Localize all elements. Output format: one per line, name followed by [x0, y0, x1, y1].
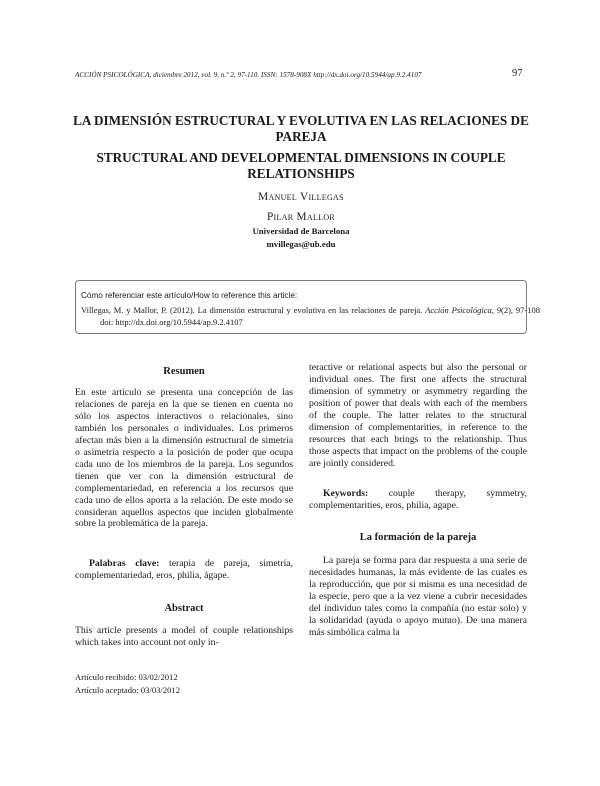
abstract-heading: Abstract: [164, 603, 204, 614]
keywords-es-label: Palabras clave:: [89, 558, 160, 569]
resumen-text: [75, 387, 293, 530]
title-spanish: LA DIMENSIÓN ESTRUCTURAL Y EVOLUTIVA EN LAS RELACIONES DE PAREJA: [73, 113, 529, 144]
citation-rest: (2), 97-108 doi: http://dx.doi.org/10.5944/ap.9.2.4107: [100, 305, 540, 327]
citation-label: Cómo referenciar este artículo/How to reference this article:: [81, 291, 298, 300]
section-heading-formacion: La formación de la pareja: [359, 532, 477, 543]
resumen-heading: Resumen: [163, 366, 205, 377]
section-text-formacion: [309, 555, 527, 639]
keywords-en: [309, 488, 527, 512]
running-head: ACCIÓN PSICOLÓGICA, diciembre 2012, vol. 9, n.º 2, 97-110. ISSN: 1578-908X http://dx.doi.org/10.5944/ap.9.2.4107: [75, 71, 422, 79]
citation-journal: Acción Psicológica,: [425, 305, 494, 315]
keywords-es-list: terapia de pareja, simetría, complementariedad, eros, philia, ágape.: [75, 558, 293, 581]
received-date: Artículo recibido: 03/02/2012: [75, 672, 178, 682]
author-1: Manuel Villegas: [258, 191, 344, 203]
section-paragraph: La pareja se forma para dar respuesta a una serie de necesidades humanas, la más evidente de las cuales es la reproducción, que por sí misma es una necesidad de la especie, pero que a la vez viene a cubrir necesidades del individuo tales como la compañía (no estar solo) y la solidaridad (ayuda o apoyo mutuo). De una manera más simbólica calma la: [309, 555, 527, 638]
page-number: 97: [512, 68, 523, 79]
abstract-text: [75, 625, 293, 649]
abstract-paragraph-start: This article presents a model of couple relationships which takes into account not only in-: [75, 625, 293, 648]
abstract-continued: [309, 362, 527, 470]
citation-text: [81, 305, 540, 328]
title-english: STRUCTURAL AND DEVELOPMENTAL DIMENSIONS IN COUPLE RELATIONSHIPS: [96, 150, 506, 181]
keywords-en-label: Keywords:: [323, 488, 369, 499]
author-email: mvillegas@ub.edu: [266, 239, 336, 249]
resumen-paragraph: En este artículo se presenta una concepción de las relaciones de pareja en la que se tienen en cuenta no sólo los aspectos interactivos o relacionales, sino también los personales o individuales. Los primeros afectan más bien a la dimensión estructural de simetría o asimetría respecto a la posición de poder que ocupa cada uno de los miembros de la pareja. Los segundos tienen que ver con la dimensión estructural de complementariedad, en referencia a los recursos que cada uno de ellos aporta a la relación. De este modo se consideran aquellos aspectos que inciden globalmente sobre la problemática de la pareja.: [75, 387, 293, 530]
affiliation: Universidad de Barcelona: [252, 226, 350, 236]
citation-volume: 9: [496, 305, 502, 315]
accepted-date: Artículo aceptado: 03/03/2012: [75, 685, 181, 695]
keywords-es: [75, 558, 293, 582]
keywords-en-list: couple therapy, symmetry, complementarities, eros, philia, agape.: [309, 488, 527, 511]
abstract-paragraph-end: teractive or relational aspects but also the personal or individual ones. The first one affects the structural dimension of symmetry or asymmetry regarding the position of power that deals with each of the members of the couple. The latter relates to the structural dimension of complementarities, in reference to the resources that each brings to the relationship. Thus those aspects that impact on the problems of the couple are jointly considered.: [309, 362, 527, 469]
citation-plain: Villegas, M. y Mallor, P. (2012). La dimensión estructural y evolutiva en las relaciones de pareja.: [81, 305, 426, 315]
author-2: Pilar Mallor: [266, 211, 336, 223]
